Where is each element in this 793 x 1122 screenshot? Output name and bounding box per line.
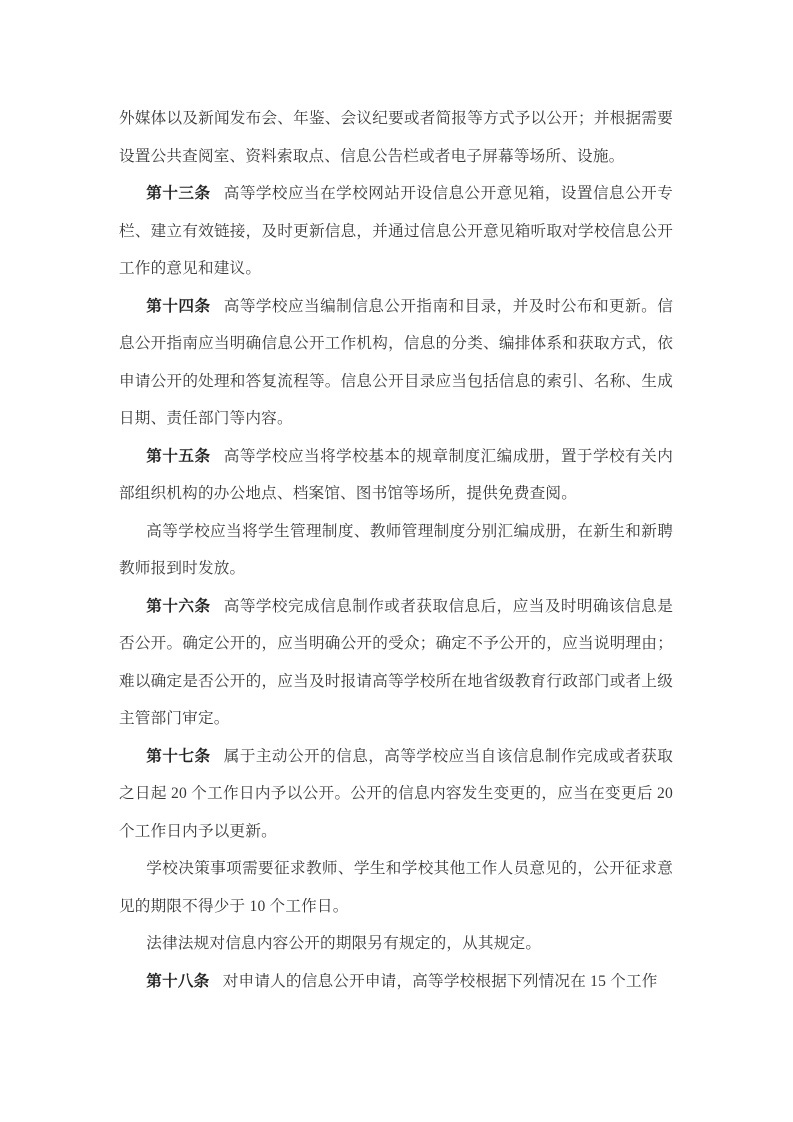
paragraph-text: 属于主动公开的信息，高等学校应当自该信息制作完成或者获取之日起 20 个工作日内予以公开。公开的信息内容发生变更的，应当在变更后 20 个工作日内予以更新。 [119,747,673,840]
paragraph-article-13 [119,175,673,288]
paragraph-article-16 [119,588,673,738]
article-13-label: 第十三条 [146,185,211,202]
paragraph-continuation [119,100,673,175]
paragraph-text: 高等学校应当在学校网站开设信息公开意见箱，设置信息公开专栏、建立有效链接，及时更新信息，并通过信息公开意见箱听取对学校信息公开工作的意见和建议。 [119,185,673,277]
paragraph-article-17 [119,738,673,851]
paragraph-article-17-sub2 [119,925,673,963]
paragraph-text: 高等学校完成信息制作或者获取信息后，应当及时明确该信息是否公开。确定公开的，应当明确公开的受众；确定不予公开的，应当说明理由；难以确定是否公开的，应当及时报请高等学校所在地省级教育行政部门或者上级主管部门审定。 [119,597,673,727]
paragraph-article-17-sub1 [119,850,673,925]
article-17-label: 第十七条 [146,747,211,765]
article-16-label: 第十六条 [146,597,211,615]
paragraph-text: 外媒体以及新闻发布会、年鉴、会议纪要或者简报等方式予以公开；并根据需要设置公共查阅室、资料索取点、信息公告栏或者电子屏幕等场所、设施。 [119,110,673,165]
article-15-label: 第十五条 [146,447,211,465]
paragraph-article-14 [119,288,673,438]
paragraph-text: 对申请人的信息公开申请，高等学校根据下列情况在 15 个工作 [222,972,658,990]
paragraph-article-15 [119,438,673,513]
article-14-label: 第十四条 [146,297,211,315]
paragraph-text: 法律法规对信息内容公开的期限另有规定的，从其规定。 [146,935,542,952]
article-18-label: 第十八条 [146,972,210,990]
paragraph-text: 学校决策事项需要征求教师、学生和学校其他工作人员意见的，公开征求意见的期限不得少于 10 个工作日。 [119,860,673,915]
paragraph-article-18 [119,963,673,1001]
paragraph-text: 高等学校应当将学生管理制度、教师管理制度分别汇编成册，在新生和新聘教师报到时发放。 [119,522,673,577]
paragraph-text: 高等学校应当编制信息公开指南和目录，并及时公布和更新。信息公开指南应当明确信息公开工作机构，信息的分类、编排体系和获取方式，依申请公开的处理和答复流程等。信息公开目录应当包括信息的索引、名称、生成日期、责任部门等内容。 [119,297,673,427]
document-body-text [119,100,673,1000]
paragraph-text: 高等学校应当将学校基本的规章制度汇编成册，置于学校有关内部组织机构的办公地点、档案馆、图书馆等场所，提供免费查阅。 [119,447,673,502]
paragraph-article-15-sub [119,513,673,588]
